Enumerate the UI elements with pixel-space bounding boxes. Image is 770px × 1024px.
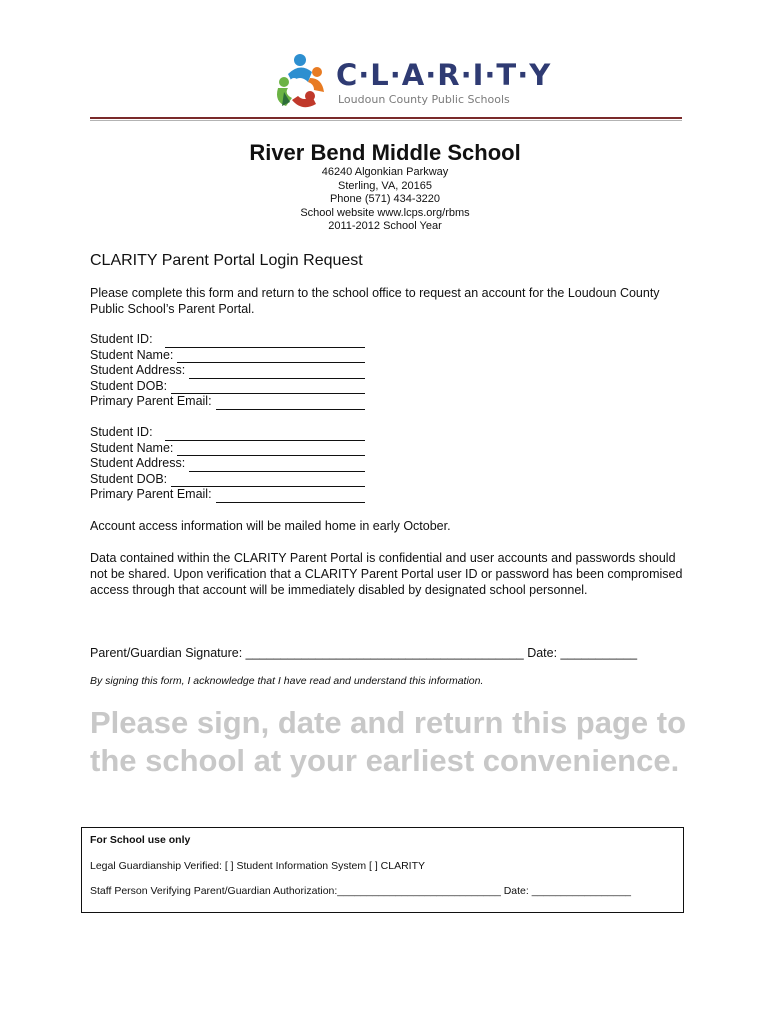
- school-use-box: [81, 827, 684, 913]
- field-label: Student ID:: [90, 332, 153, 346]
- school-use-title: For School use only: [90, 834, 191, 846]
- signature-date-line[interactable]: Parent/Guardian Signature: ________________________________________ Date: ___________: [90, 646, 638, 660]
- field-label: Primary Parent Email:: [90, 487, 212, 502]
- parent-email-field[interactable]: [90, 487, 365, 503]
- field-line[interactable]: [189, 459, 365, 472]
- form-title: CLARITY Parent Portal Login Request: [90, 252, 363, 269]
- field-label: Student Name:: [90, 347, 174, 362]
- school-year: 2011-2012 School Year: [328, 220, 442, 232]
- logo-wordmark: C·L·A·R·I·T·Y: [336, 58, 552, 92]
- school-address-block: [0, 166, 770, 234]
- guardianship-verified-line[interactable]: Legal Guardianship Verified: [ ] Student Information System [ ] CLARITY: [90, 860, 426, 872]
- student-address-field[interactable]: [90, 363, 365, 379]
- header-rule-shadow: [90, 120, 682, 121]
- field-label: Student DOB:: [90, 471, 168, 486]
- field-line[interactable]: [165, 335, 365, 348]
- mailed-note: Account access information will be mailed home in early October.: [90, 519, 451, 533]
- clarity-people-icon: [270, 48, 336, 114]
- field-line[interactable]: [177, 350, 365, 363]
- student-dob-field[interactable]: [90, 379, 365, 395]
- school-street: 46240 Algonkian Parkway: [321, 166, 449, 178]
- student-id-field[interactable]: [90, 425, 365, 441]
- student-address-field[interactable]: [90, 456, 365, 472]
- student-id-field[interactable]: [90, 332, 365, 348]
- student-dob-field[interactable]: [90, 472, 365, 488]
- field-label: Student ID:: [90, 425, 153, 439]
- field-label: Student Address:: [90, 363, 186, 378]
- field-line[interactable]: [216, 397, 365, 410]
- student-1-fields: [90, 332, 365, 410]
- confidential-note: Data contained within the CLARITY Parent Portal is confidential and user accounts and passwords should not be shared. Upon verification that a CLARITY Parent Portal user ID or password has been compromised access through that account will be immediately disabled by designated school personnel.: [90, 551, 683, 597]
- clarity-logo: [270, 48, 552, 114]
- field-label: Student Name:: [90, 440, 174, 455]
- student-2-fields: [90, 425, 365, 503]
- acknowledge-note: By signing this form, I acknowledge that I have read and understand this information.: [90, 675, 484, 687]
- field-line[interactable]: [189, 366, 365, 379]
- school-name: River Bend Middle School: [249, 140, 521, 165]
- field-line[interactable]: [177, 443, 365, 456]
- field-label: Student Address:: [90, 456, 186, 471]
- school-city: Sterling, VA, 20165: [338, 179, 432, 192]
- student-name-field[interactable]: [90, 348, 365, 364]
- student-name-field[interactable]: [90, 441, 365, 457]
- field-line[interactable]: [216, 490, 365, 503]
- field-label: Student DOB:: [90, 378, 168, 393]
- field-line[interactable]: [171, 381, 365, 394]
- school-phone: Phone (571) 434-3220: [329, 193, 441, 205]
- field-line[interactable]: [171, 474, 365, 487]
- logo-subtitle: Loudoun County Public Schools: [338, 93, 510, 106]
- staff-verification-line[interactable]: Staff Person Verifying Parent/Guardian Authorization:____________________________ Date: _________________: [90, 885, 632, 897]
- field-line[interactable]: [165, 428, 365, 441]
- field-label: Primary Parent Email:: [90, 394, 212, 409]
- return-callout: Please sign, date and return this page to the school at your earliest convenience.: [90, 705, 687, 778]
- header-rule: [90, 117, 682, 119]
- form-intro: Please complete this form and return to the school office to request an account for the Loudoun County Public School’s Parent Portal.: [90, 286, 660, 316]
- school-website: School website www.lcps.org/rbms: [300, 206, 470, 219]
- parent-email-field[interactable]: [90, 394, 365, 410]
